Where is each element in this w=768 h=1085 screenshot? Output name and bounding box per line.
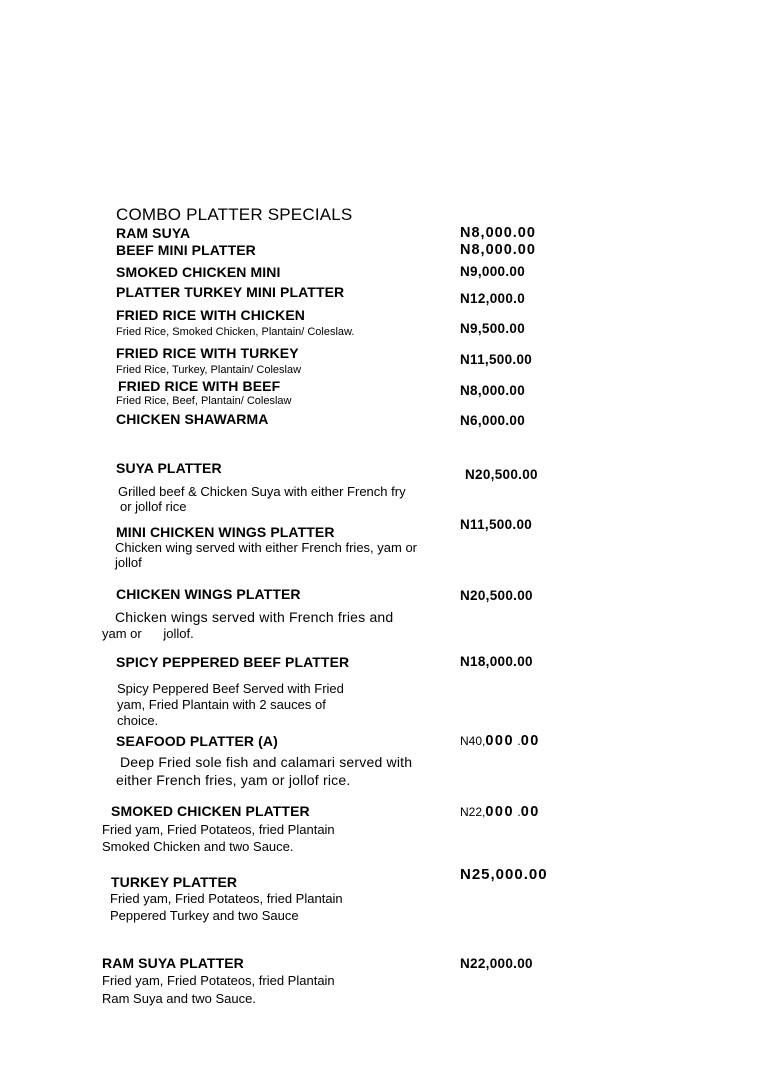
fried-rice-turkey-name: FRIED RICE WITH TURKEY <box>116 345 299 361</box>
smoked-chicken-mini-name: SMOKED CHICKEN MINI <box>116 264 281 280</box>
smoked-chicken-platter-desc-2: Smoked Chicken and two Sauce. <box>102 839 294 854</box>
beef-mini-name: BEEF MINI PLATTER <box>116 242 256 258</box>
mini-wings-desc-2: jollof <box>115 555 142 570</box>
smoked-chicken-platter-price <box>460 804 540 820</box>
smoked-chicken-price-part-1: N22, <box>460 805 486 819</box>
smoked-chicken-price-part-4: 00 <box>520 804 540 820</box>
peppered-beef-desc-2: yam, Fried Plantain with 2 sauces of <box>117 697 326 712</box>
fried-rice-turkey-desc: Fried Rice, Turkey, Plantain/ Coleslaw <box>116 364 302 376</box>
mini-wings-desc-1: Chicken wing served with either French fries, yam or <box>115 540 418 555</box>
peppered-beef-name: SPICY PEPPERED BEEF PLATTER <box>116 654 350 670</box>
smoked-chicken-platter-name: SMOKED CHICKEN PLATTER <box>111 803 310 819</box>
shawarma-name: CHICKEN SHAWARMA <box>116 411 269 427</box>
seafood-price-part-4: 00 <box>520 733 540 749</box>
suya-platter-desc-1: Grilled beef & Chicken Suya with either French fry <box>118 484 406 499</box>
mini-wings-price: N11,500.00 <box>460 517 533 532</box>
fried-rice-chicken-name: FRIED RICE WITH CHICKEN <box>116 307 305 323</box>
seafood-price-part-1: N40, <box>460 734 486 748</box>
ram-suya-platter-desc-2: Ram Suya and two Sauce. <box>102 991 256 1006</box>
turkey-platter-desc-2: Peppered Turkey and two Sauce <box>110 908 299 923</box>
peppered-beef-desc-1: Spicy Peppered Beef Served with Fried <box>117 681 344 696</box>
fried-rice-turkey-price: N11,500.00 <box>460 352 533 367</box>
mini-wings-name: MINI CHICKEN WINGS PLATTER <box>116 524 335 540</box>
turkey-platter-desc-1: Fried yam, Fried Potateos, fried Plantain <box>110 891 343 906</box>
turkey-mini-price: N12,000.0 <box>460 291 525 306</box>
ram-suya-name: RAM SUYA <box>116 225 191 241</box>
fried-rice-chicken-price: N9,500.00 <box>460 321 525 336</box>
turkey-platter-price: N25,000.00 <box>460 866 548 883</box>
fried-rice-chicken-desc: Fried Rice, Smoked Chicken, Plantain/ Coleslaw. <box>116 326 355 338</box>
smoked-chicken-price-part-2: 000 <box>485 804 515 820</box>
seafood-price <box>460 733 540 749</box>
smoked-chicken-mini-price: N9,000.00 <box>460 264 525 279</box>
wings-desc-1: Chicken wings served with French fries and <box>115 609 394 625</box>
wings-desc-2: yam or jollof. <box>102 626 194 641</box>
beef-mini-price: N8,000.00 <box>460 242 536 258</box>
peppered-beef-price: N18,000.00 <box>460 654 533 669</box>
ram-suya-platter-name: RAM SUYA PLATTER <box>102 955 244 971</box>
suya-platter-desc-2: or jollof rice <box>120 499 187 514</box>
seafood-price-part-2: 000 <box>485 733 515 749</box>
smoked-chicken-price-part-3: . <box>514 805 521 819</box>
turkey-mini-name: PLATTER TURKEY MINI PLATTER <box>116 284 345 300</box>
ram-suya-platter-desc-1: Fried yam, Fried Potateos, fried Plantain <box>102 973 335 988</box>
fried-rice-beef-price: N8,000.00 <box>460 383 525 398</box>
peppered-beef-desc-3: choice. <box>117 713 159 728</box>
fried-rice-beef-name: FRIED RICE WITH BEEF <box>118 378 281 394</box>
section-title: COMBO PLATTER SPECIALS <box>116 205 353 224</box>
shawarma-price: N6,000.00 <box>460 413 525 428</box>
seafood-price-part-3: . <box>514 734 521 748</box>
seafood-name: SEAFOOD PLATTER (A) <box>116 733 278 749</box>
seafood-desc-2: either French fries, yam or jollof rice. <box>116 772 351 788</box>
smoked-chicken-platter-desc-1: Fried yam, Fried Potateos, fried Plantain <box>102 822 335 837</box>
wings-name: CHICKEN WINGS PLATTER <box>116 586 301 602</box>
turkey-platter-name: TURKEY PLATTER <box>111 874 238 890</box>
ram-suya-platter-price: N22,000.00 <box>460 956 533 971</box>
fried-rice-beef-desc: Fried Rice, Beef, Plantain/ Coleslaw <box>116 395 292 407</box>
seafood-desc-1: Deep Fried sole fish and calamari served with <box>120 754 413 770</box>
wings-price: N20,500.00 <box>460 588 533 603</box>
suya-platter-price: N20,500.00 <box>465 467 538 482</box>
ram-suya-price: N8,000.00 <box>460 225 536 241</box>
suya-platter-name: SUYA PLATTER <box>116 460 222 476</box>
